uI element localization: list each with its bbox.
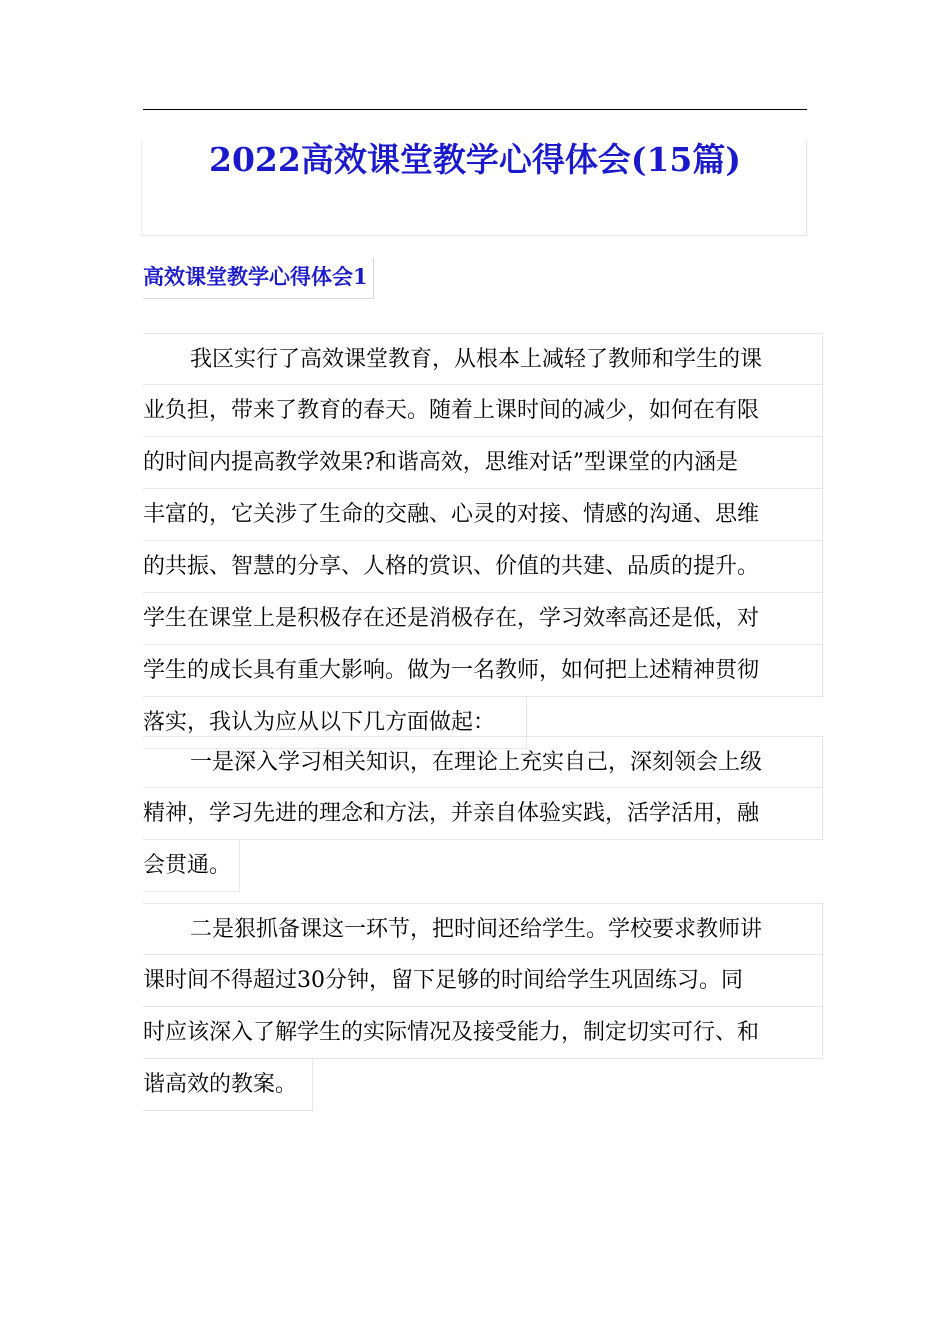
paragraph-line: 课时间不得超过30分钟，留下足够的时间给学生巩固练习。同 — [143, 955, 823, 1007]
document-title: 2022高效课堂教学心得体会(15篇) — [209, 140, 741, 179]
paragraph-line: 丰富的，它关涉了生命的交融、心灵的对接、情感的沟通、思维 — [143, 489, 823, 541]
top-horizontal-rule — [143, 109, 807, 110]
paragraph-3 — [143, 903, 823, 1111]
paragraph-line: 学生的成长具有重大影响。做为一名教师，如何把上述精神贯彻 — [143, 645, 823, 697]
paragraph-line: 时应该深入了解学生的实际情况及接受能力，制定切实可行、和 — [143, 1007, 823, 1059]
paragraph-line: 精神，学习先进的理念和方法，并亲自体验实践，活学活用，融 — [143, 788, 823, 840]
paragraph-line: 二是狠抓备课这一环节，把时间还给学生。学校要求教师讲 — [143, 903, 823, 955]
paragraph-1 — [143, 333, 823, 749]
paragraph-line: 一是深入学习相关知识，在理论上充实自己，深刻领会上级 — [143, 736, 823, 788]
paragraph-line: 的时间内提高教学效果?和谐高效，思维对话”型课堂的内涵是 — [143, 437, 823, 489]
paragraph-line: 谐高效的教案。 — [143, 1059, 313, 1111]
paragraph-line: 学生在课堂上是积极存在还是消极存在，学习效率高还是低，对 — [143, 593, 823, 645]
paragraph-line: 业负担，带来了教育的春天。随着上课时间的减少，如何在有限 — [143, 385, 823, 437]
paragraph-line: 的共振、智慧的分享、人格的赏识、价值的共建、品质的提升。 — [143, 541, 823, 593]
paragraph-line: 落实，我认为应从以下几方面做起： — [143, 697, 527, 749]
section-heading: 高效课堂教学心得体会1 — [143, 258, 374, 299]
paragraph-line: 我区实行了高效课堂教育，从根本上减轻了教师和学生的课 — [143, 333, 823, 385]
paragraph-line: 会贯通。 — [143, 840, 240, 892]
paragraph-2 — [143, 736, 823, 892]
